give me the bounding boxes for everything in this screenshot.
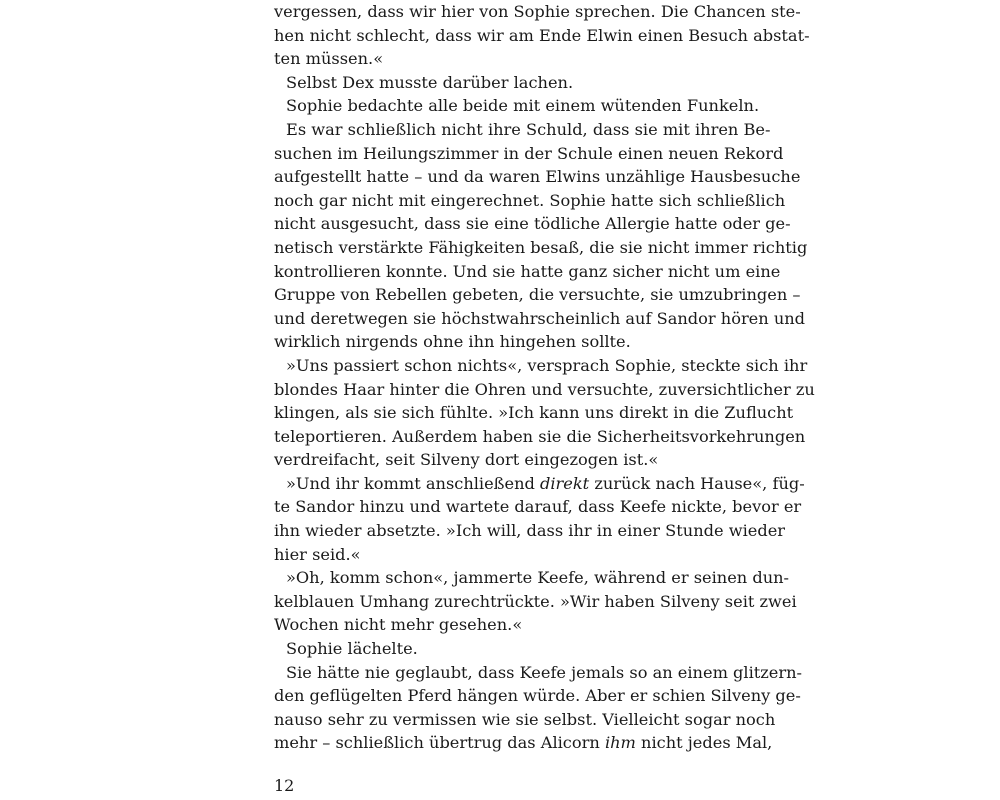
text-line: klingen, als sie sich fühlte. »Ich kann uns direkt in die Zuflucht <box>274 403 794 423</box>
text-line: suchen im Heilungszimmer in der Schule einen neuen Rekord <box>274 143 784 163</box>
emphasis: direkt <box>540 473 590 493</box>
text-line: wirklich nirgends ohne ihn hingehen sollte. <box>274 332 631 352</box>
text-line: blondes Haar hinter die Ohren und versuchte, zuversichtlicher zu <box>274 379 815 399</box>
text-line: »Oh, komm schon«, jammerte Keefe, während er seinen dun- <box>286 568 790 588</box>
text-line: ten müssen.« <box>274 49 384 69</box>
text-line: Gruppe von Rebellen gebeten, die versuchte, sie umzubringen – <box>274 285 801 305</box>
text-line: te Sandor hinzu und wartete darauf, dass Keefe nickte, bevor er <box>274 497 802 517</box>
emphasis: ihm <box>604 733 636 753</box>
text-line: Es war schließlich nicht ihre Schuld, dass sie mit ihren Be- <box>286 119 771 139</box>
text-segment: zurück nach Hause«, füg- <box>589 473 805 493</box>
text-segment: »Und ihr kommt anschließend <box>286 473 541 493</box>
body-text <box>274 0 815 755</box>
book-page <box>274 0 815 755</box>
text-line: Selbst Dex musste darüber lachen. <box>286 72 574 92</box>
text-segment: nicht jedes Mal, <box>635 733 773 753</box>
text-line: ihn wieder absetzte. »Ich will, dass ihr in einer Stunde wieder <box>274 521 786 541</box>
text-line: kontrollieren konnte. Und sie hatte ganz sicher nicht um eine <box>274 261 781 281</box>
text-line <box>274 472 805 496</box>
text-line: aufgestellt hatte – und da waren Elwins unzählige Hausbesuche <box>274 167 801 187</box>
text-line: den geflügelten Pferd hängen würde. Aber er schien Silveny ge- <box>274 686 801 706</box>
text-line: nicht ausgesucht, dass sie eine tödliche Allergie hatte oder ge- <box>274 214 791 234</box>
text-line: Sophie bedachte alle beide mit einem wütenden Funkeln. <box>286 96 760 116</box>
text-line: vergessen, dass wir hier von Sophie sprechen. Die Chancen ste- <box>274 2 801 21</box>
text-line: netisch verstärkte Fähigkeiten besaß, die sie nicht immer richtig <box>274 237 808 257</box>
page-number: 12 <box>274 776 295 795</box>
text-line: und deretwegen sie höchstwahrscheinlich auf Sandor hören und <box>274 308 806 328</box>
text-line: Wochen nicht mehr gesehen.« <box>274 615 523 635</box>
text-line: verdreifacht, seit Silveny dort eingezogen ist.« <box>274 450 659 470</box>
text-line: hier seid.« <box>274 544 361 564</box>
text-segment: mehr – schließlich übertrug das Alicorn <box>274 733 605 753</box>
text-line: »Uns passiert schon nichts«, versprach Sophie, steckte sich ihr <box>286 355 808 375</box>
text-line: Sophie lächelte. <box>286 639 418 659</box>
text-line: nauso sehr zu vermissen wie sie selbst. Vielleicht sogar noch <box>274 709 776 729</box>
text-line: Sie hätte nie geglaubt, dass Keefe jemals so an einem glitzern- <box>286 662 803 682</box>
text-line: hen nicht schlecht, dass wir am Ende Elwin einen Besuch abstat- <box>274 25 810 45</box>
text-line: noch gar nicht mit eingerechnet. Sophie hatte sich schließlich <box>274 190 786 210</box>
text-line: teleportieren. Außerdem haben sie die Sicherheitsvorkehrungen <box>274 426 806 446</box>
text-line: kelblauen Umhang zurechtrückte. »Wir haben Silveny seit zwei <box>274 591 797 611</box>
text-line <box>274 731 773 755</box>
